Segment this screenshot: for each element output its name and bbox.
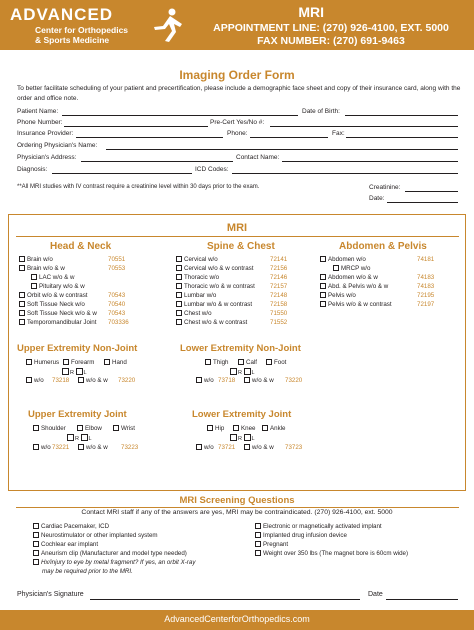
option-wow[interactable]: w/o & w bbox=[244, 444, 274, 451]
cpt-code: 74181 bbox=[417, 256, 435, 263]
checkbox[interactable] bbox=[196, 377, 202, 383]
checkbox[interactable] bbox=[33, 523, 39, 529]
screening-title: MRI Screening Questions bbox=[179, 495, 295, 506]
pre-cert-label: Pre-Cert Yes/No #: bbox=[210, 119, 265, 126]
cpt-code: 73220 bbox=[285, 377, 303, 384]
option-humerus[interactable]: Humerus bbox=[26, 359, 59, 366]
checkbox[interactable] bbox=[26, 359, 32, 365]
date-label: Date: bbox=[369, 195, 385, 202]
phone-number-label: Phone Number: bbox=[17, 119, 63, 126]
option-wow[interactable]: w/o & w bbox=[244, 377, 274, 384]
head-neck-item[interactable]: Pituitary w/o & w bbox=[31, 283, 85, 290]
insurance-provider-label: Insurance Provider: bbox=[17, 130, 74, 137]
icd-codes-field[interactable] bbox=[232, 173, 458, 174]
cpt-code: 73221 bbox=[52, 444, 70, 451]
checkbox[interactable] bbox=[63, 359, 69, 365]
upper-nonjoint-title: Upper Extremity Non-Joint bbox=[17, 343, 138, 354]
spine-chest-item[interactable]: Chest w/o bbox=[176, 310, 212, 317]
contact-name-label: Contact Name: bbox=[236, 154, 280, 161]
cpt-code: 72197 bbox=[417, 301, 435, 308]
logo-name: ADVANCED bbox=[10, 5, 114, 24]
cpt-code: 73718 bbox=[218, 377, 236, 384]
option-wo[interactable]: w/o bbox=[196, 377, 214, 384]
checkbox[interactable] bbox=[176, 283, 182, 289]
checkbox[interactable] bbox=[81, 434, 88, 441]
dob-label: Date of Birth: bbox=[302, 108, 340, 115]
checkbox[interactable] bbox=[238, 359, 244, 365]
checkbox[interactable] bbox=[19, 292, 25, 298]
insurance-provider-field[interactable] bbox=[76, 137, 223, 138]
checkbox[interactable] bbox=[244, 434, 251, 441]
cpt-code: 73220 bbox=[118, 377, 136, 384]
cpt-code: 73723 bbox=[285, 444, 303, 451]
spine-chest-title: Spine & Chest bbox=[207, 241, 275, 252]
cpt-code: 70540 bbox=[108, 301, 126, 308]
checkbox[interactable] bbox=[76, 368, 83, 375]
logo-line1: Center for Orthopedics bbox=[35, 25, 129, 35]
checkbox[interactable] bbox=[33, 559, 39, 565]
checkbox[interactable] bbox=[320, 274, 326, 280]
checkbox[interactable] bbox=[196, 444, 202, 450]
checkbox[interactable] bbox=[77, 425, 83, 431]
checkbox[interactable] bbox=[262, 425, 268, 431]
cpt-code: 70543 bbox=[108, 310, 126, 317]
logo-line2: & Sports Medicine bbox=[35, 35, 110, 45]
option-shoulder[interactable]: Shoulder bbox=[33, 425, 66, 432]
creatinine-label: Creatinine: bbox=[369, 184, 401, 191]
screening-contact: Contact MRI staff if any of the answers are yes, MRI may be contraindicated. (270) 926-4100, ext. 5000 bbox=[81, 509, 393, 516]
patient-name-field[interactable] bbox=[62, 115, 298, 116]
checkbox[interactable] bbox=[176, 310, 182, 316]
lower-joint-title: Lower Extremity Joint bbox=[192, 409, 292, 420]
cpt-code: 71550 bbox=[270, 310, 288, 317]
phone-number-field[interactable] bbox=[64, 126, 208, 127]
screening-question[interactable]: Cardiac Pacemaker, ICD bbox=[33, 523, 109, 530]
fax-field[interactable] bbox=[346, 137, 458, 138]
physician-address-label: Physician's Address: bbox=[17, 154, 77, 161]
checkbox[interactable] bbox=[320, 292, 326, 298]
spine-chest-item[interactable]: Thoracic w/o & w contrast bbox=[176, 283, 255, 290]
checkbox[interactable] bbox=[176, 274, 182, 280]
checkbox[interactable] bbox=[320, 283, 326, 289]
appointment-line: APPOINTMENT LINE: (270) 926-4100, EXT. 5000 bbox=[213, 22, 449, 34]
cpt-code: 72195 bbox=[417, 292, 435, 299]
mri-divider bbox=[16, 236, 459, 237]
footer-url[interactable]: AdvancedCenterforOrthopedics.com bbox=[164, 614, 310, 624]
checkbox[interactable] bbox=[320, 301, 326, 307]
screening-question[interactable]: Aneurism clip (Manufacturer and model type needed) bbox=[33, 550, 187, 557]
signature-date-field[interactable] bbox=[386, 599, 458, 600]
head-neck-item[interactable]: Temporomandibular Joint bbox=[19, 319, 96, 326]
fax-number: FAX NUMBER: (270) 691-9463 bbox=[257, 35, 405, 47]
form-intro: To better facilitate scheduling of your patient and precertification, please include a demographic face sheet and copy of their insurance card, along with the order and office note. bbox=[17, 85, 461, 102]
checkbox[interactable] bbox=[19, 310, 25, 316]
side-selector[interactable]: R L bbox=[67, 434, 92, 442]
head-neck-title: Head & Neck bbox=[50, 241, 112, 252]
mri-title: MRI bbox=[226, 222, 248, 234]
option-wow[interactable]: w/o & w bbox=[78, 377, 108, 384]
header-title: MRI bbox=[298, 4, 324, 20]
phone-label: Phone: bbox=[227, 130, 248, 137]
checkbox[interactable] bbox=[255, 541, 261, 547]
option-wo[interactable]: w/o bbox=[26, 377, 44, 384]
screening-question[interactable]: Hx/injury to eye by metal fragment? If yes, an orbit X-ray bbox=[33, 559, 195, 566]
checkbox[interactable] bbox=[19, 256, 25, 262]
checkbox[interactable] bbox=[78, 377, 84, 383]
side-selector[interactable]: R L bbox=[230, 368, 255, 376]
cpt-code: 72157 bbox=[270, 283, 288, 290]
checkbox[interactable] bbox=[244, 444, 250, 450]
checkbox[interactable] bbox=[113, 425, 119, 431]
checkbox[interactable] bbox=[176, 301, 182, 307]
screening-question-cont: may be required prior to the MRI. bbox=[42, 568, 133, 575]
abdomen-pelvis-item[interactable]: Pelvis w/o bbox=[320, 292, 356, 299]
cpt-code: 71552 bbox=[270, 319, 288, 326]
checkbox[interactable] bbox=[176, 319, 182, 325]
spine-chest-item[interactable]: Cervical w/o & w contrast bbox=[176, 265, 253, 272]
abdomen-pelvis-item[interactable]: Abdomen w/o bbox=[320, 256, 366, 263]
option-wrist[interactable]: Wrist bbox=[113, 425, 135, 432]
diagnosis-field[interactable] bbox=[52, 173, 192, 174]
head-neck-item[interactable]: Orbit w/o & w contrast bbox=[19, 292, 88, 299]
fax-label: Fax: bbox=[332, 130, 345, 137]
abdomen-pelvis-item[interactable]: Pelvis w/o & w contrast bbox=[320, 301, 392, 308]
cpt-code: 73223 bbox=[121, 444, 139, 451]
date-field[interactable] bbox=[387, 202, 458, 203]
abdomen-pelvis-item[interactable]: Abdomen w/o & w bbox=[320, 274, 378, 281]
checkbox[interactable] bbox=[33, 550, 39, 556]
option-wo[interactable]: w/o bbox=[33, 444, 51, 451]
form-title: Imaging Order Form bbox=[179, 68, 295, 82]
checkbox[interactable] bbox=[33, 532, 39, 538]
cpt-code: 74183 bbox=[417, 274, 435, 281]
head-neck-item[interactable]: Brain w/o bbox=[19, 256, 53, 263]
option-calf[interactable]: Calf bbox=[238, 359, 257, 366]
checkbox[interactable] bbox=[19, 265, 25, 271]
dob-field[interactable] bbox=[345, 115, 458, 116]
checkbox[interactable] bbox=[67, 434, 74, 441]
option-forearm[interactable]: Forearm bbox=[63, 359, 94, 366]
checkbox[interactable] bbox=[19, 301, 25, 307]
head-neck-item[interactable]: Brain w/o & w bbox=[19, 265, 65, 272]
cpt-code: 70553 bbox=[108, 265, 126, 272]
option-hip[interactable]: Hip bbox=[207, 425, 224, 432]
spine-chest-item[interactable]: Lumbar w/o & w contrast bbox=[176, 301, 252, 308]
checkbox[interactable] bbox=[78, 444, 84, 450]
spine-chest-item[interactable]: Thoracic w/o bbox=[176, 274, 219, 281]
option-hand[interactable]: Hand bbox=[104, 359, 127, 366]
checkbox[interactable] bbox=[207, 425, 213, 431]
patient-name-label: Patient Name: bbox=[17, 108, 59, 115]
cpt-code: 703336 bbox=[108, 319, 129, 326]
cpt-code: 72148 bbox=[270, 292, 288, 299]
checkbox[interactable] bbox=[26, 377, 32, 383]
screening-question[interactable]: Pregnant bbox=[255, 541, 288, 548]
checkbox[interactable] bbox=[33, 425, 39, 431]
abdomen-pelvis-item[interactable]: Abd. & Pelvis w/o & w bbox=[320, 283, 388, 290]
checkbox[interactable] bbox=[230, 434, 237, 441]
checkbox[interactable] bbox=[176, 256, 182, 262]
abdomen-pelvis-item[interactable]: MRCP w/o bbox=[333, 265, 370, 272]
screening-question[interactable]: Electronic or magnetically activated implant bbox=[255, 523, 382, 530]
cpt-code: 73721 bbox=[218, 444, 236, 451]
upper-joint-title: Upper Extremity Joint bbox=[28, 409, 127, 420]
option-elbow[interactable]: Elbow bbox=[77, 425, 102, 432]
checkbox[interactable] bbox=[255, 532, 261, 538]
head-neck-item[interactable]: LAC w/o & w bbox=[31, 274, 74, 281]
contrast-note: **All MRI studies with IV contrast require a creatinine level within 30 days prior to the exam. bbox=[17, 184, 260, 190]
option-ankle[interactable]: Ankle bbox=[262, 425, 285, 432]
checkbox[interactable] bbox=[176, 292, 182, 298]
screening-question[interactable]: Cochlear ear implant bbox=[33, 541, 98, 548]
checkbox[interactable] bbox=[33, 541, 39, 547]
ordering-physician-label: Ordering Physician's Name: bbox=[17, 142, 98, 149]
lower-nonjoint-title: Lower Extremity Non-Joint bbox=[180, 343, 301, 354]
side-selector[interactable]: R L bbox=[62, 368, 87, 376]
screening-question[interactable]: Neurostimulator or other implanted system bbox=[33, 532, 158, 539]
cpt-code: 72146 bbox=[270, 274, 288, 281]
ordering-physician-field[interactable] bbox=[106, 149, 458, 150]
spine-chest-item[interactable]: Lumbar w/o bbox=[176, 292, 216, 299]
cpt-code: 70551 bbox=[108, 256, 126, 263]
spine-chest-item[interactable]: Cervical w/o bbox=[176, 256, 218, 263]
checkbox[interactable] bbox=[244, 377, 250, 383]
checkbox[interactable] bbox=[31, 283, 37, 289]
spine-chest-item[interactable]: Chest w/o & w contrast bbox=[176, 319, 247, 326]
signature-label: Physician's Signature bbox=[17, 591, 84, 598]
head-neck-item[interactable]: Soft Tissue Neck w/o & w bbox=[19, 310, 97, 317]
footer-bar bbox=[0, 610, 474, 630]
checkbox[interactable] bbox=[33, 444, 39, 450]
screening-divider bbox=[16, 507, 459, 508]
checkbox[interactable] bbox=[255, 550, 261, 556]
icd-codes-label: ICD Codes: bbox=[195, 166, 229, 173]
checkbox[interactable] bbox=[104, 359, 110, 365]
checkbox[interactable] bbox=[320, 256, 326, 262]
side-selector[interactable]: R L bbox=[230, 434, 255, 442]
option-wow[interactable]: w/o & w bbox=[78, 444, 108, 451]
checkbox[interactable] bbox=[233, 425, 239, 431]
head-neck-item[interactable]: Soft Tissue Neck w/o bbox=[19, 301, 85, 308]
option-wo[interactable]: w/o bbox=[196, 444, 214, 451]
signature-date-label: Date bbox=[368, 591, 383, 598]
pre-cert-field[interactable] bbox=[270, 126, 458, 127]
checkbox[interactable] bbox=[19, 319, 25, 325]
cpt-code: 74183 bbox=[417, 283, 435, 290]
phone-field[interactable] bbox=[250, 137, 328, 138]
option-thigh[interactable]: Thigh bbox=[205, 359, 228, 366]
checkbox[interactable] bbox=[255, 523, 261, 529]
checkbox[interactable] bbox=[266, 359, 272, 365]
cpt-code: 72141 bbox=[270, 256, 288, 263]
checkbox[interactable] bbox=[244, 368, 251, 375]
checkbox[interactable] bbox=[333, 265, 339, 271]
screening-question[interactable]: Implanted drug infusion device bbox=[255, 532, 347, 539]
diagnosis-label: Diagnosis: bbox=[17, 166, 48, 173]
contact-name-field[interactable] bbox=[282, 161, 458, 162]
checkbox[interactable] bbox=[31, 274, 37, 280]
screening-question[interactable]: Weight over 350 lbs (The magnet bore is 60cm wide) bbox=[255, 550, 408, 557]
checkbox[interactable] bbox=[205, 359, 211, 365]
abdomen-pelvis-title: Abdomen & Pelvis bbox=[339, 241, 427, 252]
header-bar bbox=[0, 0, 474, 50]
option-knee[interactable]: Knee bbox=[233, 425, 255, 432]
signature-field[interactable] bbox=[90, 599, 360, 600]
checkbox[interactable] bbox=[62, 368, 69, 375]
cpt-code: 72158 bbox=[270, 301, 288, 308]
creatinine-field[interactable] bbox=[405, 191, 458, 192]
checkbox[interactable] bbox=[176, 265, 182, 271]
checkbox[interactable] bbox=[230, 368, 237, 375]
option-foot[interactable]: Foot bbox=[266, 359, 286, 366]
cpt-code: 70543 bbox=[108, 292, 126, 299]
physician-address-field[interactable] bbox=[81, 161, 233, 162]
cpt-code: 72156 bbox=[270, 265, 288, 272]
cpt-code: 73218 bbox=[52, 377, 70, 384]
